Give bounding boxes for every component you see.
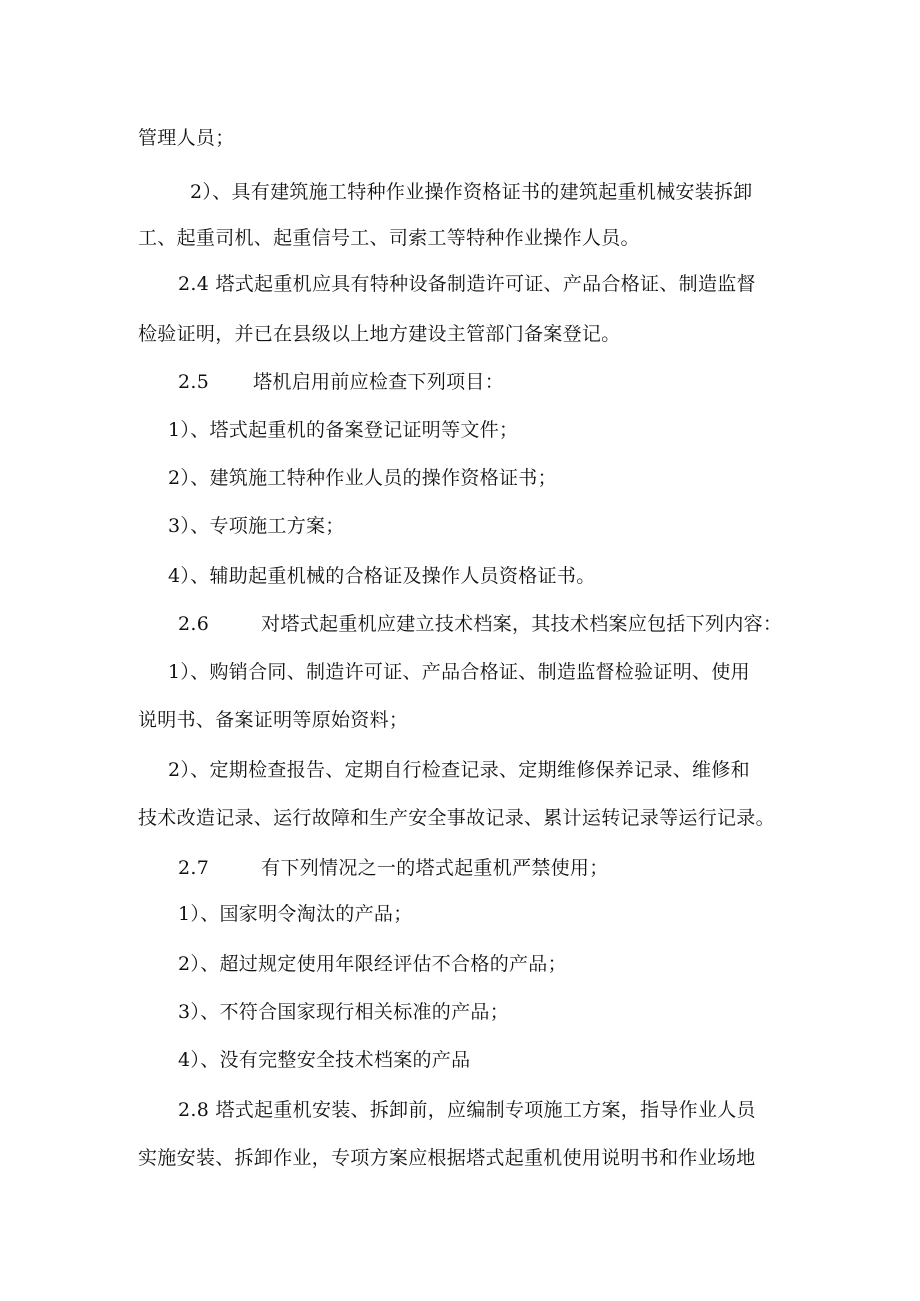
line-text: 2）、具有建筑施工特种作业操作资格证书的建筑起重机械安装拆卸 <box>190 181 753 203</box>
line-text: 1）、购销合同、制造许可证、产品合格证、制造监督检验证明、使用 <box>168 661 750 683</box>
text-line <box>138 806 775 830</box>
line-text: 塔机启用前应检查下列项目： <box>253 371 505 393</box>
line-text: 1）、国家明令淘汰的产品； <box>178 903 413 925</box>
line-text: 工、起重司机、起重信号工、司索工等特种作业操作人员。 <box>138 227 640 249</box>
section-heading <box>178 612 782 636</box>
text-line <box>138 322 621 346</box>
line-text: 4）、没有完整安全技术档案的产品 <box>178 1049 471 1071</box>
section-number: 2.7 <box>178 857 210 879</box>
section-heading <box>178 856 609 880</box>
list-item <box>168 514 345 538</box>
line-text: 4）、辅助起重机械的合格证及操作人员资格证书。 <box>168 565 596 587</box>
text-line <box>138 1146 756 1170</box>
line-text: 说明书、备案证明等原始资料； <box>138 709 409 731</box>
list-item <box>168 564 596 588</box>
list-item <box>168 466 557 490</box>
text-line <box>138 226 640 250</box>
text-line <box>178 1098 756 1122</box>
text-line <box>138 126 235 150</box>
section-heading <box>178 370 504 394</box>
line-text: 技术改造记录、运行故障和生产安全事故记录、累计运转记录等运行记录。 <box>138 807 775 829</box>
line-text: 3）、专项施工方案； <box>168 515 345 537</box>
list-item <box>168 660 750 684</box>
list-item <box>168 418 518 442</box>
line-text: 检验证明，并已在县级以上地方建设主管部门备案登记。 <box>138 323 621 345</box>
text-line <box>138 708 408 732</box>
line-text: 2.4 塔式起重机应具有特种设备制造许可证、产品合格证、制造监督 <box>178 273 756 295</box>
list-item <box>178 952 567 976</box>
line-text: 2.8 塔式起重机安装、拆卸前，应编制专项施工方案，指导作业人员 <box>178 1099 756 1121</box>
line-text: 管理人员； <box>138 127 235 149</box>
list-item <box>178 902 413 926</box>
line-text: 2）、定期检查报告、定期自行检查记录、定期维修保养记录、维修和 <box>168 759 750 781</box>
line-text: 2）、建筑施工特种作业人员的操作资格证书； <box>168 467 557 489</box>
line-text: 3）、不符合国家现行相关标准的产品； <box>178 1001 509 1023</box>
text-line <box>178 272 756 296</box>
line-text: 1）、塔式起重机的备案登记证明等文件； <box>168 419 519 441</box>
line-text: 有下列情况之一的塔式起重机严禁使用； <box>261 857 609 879</box>
text-line <box>190 180 753 204</box>
list-item <box>178 1048 470 1072</box>
list-item <box>178 1000 509 1024</box>
section-number: 2.6 <box>178 613 210 635</box>
line-text: 对塔式起重机应建立技术档案，其技术档案应包括下列内容： <box>261 613 783 635</box>
line-text: 2）、超过规定使用年限经评估不合格的产品； <box>178 953 567 975</box>
list-item <box>168 758 750 782</box>
section-number: 2.5 <box>178 371 210 393</box>
line-text: 实施安装、拆卸作业，专项方案应根据塔式起重机使用说明书和作业场地 <box>138 1147 756 1169</box>
